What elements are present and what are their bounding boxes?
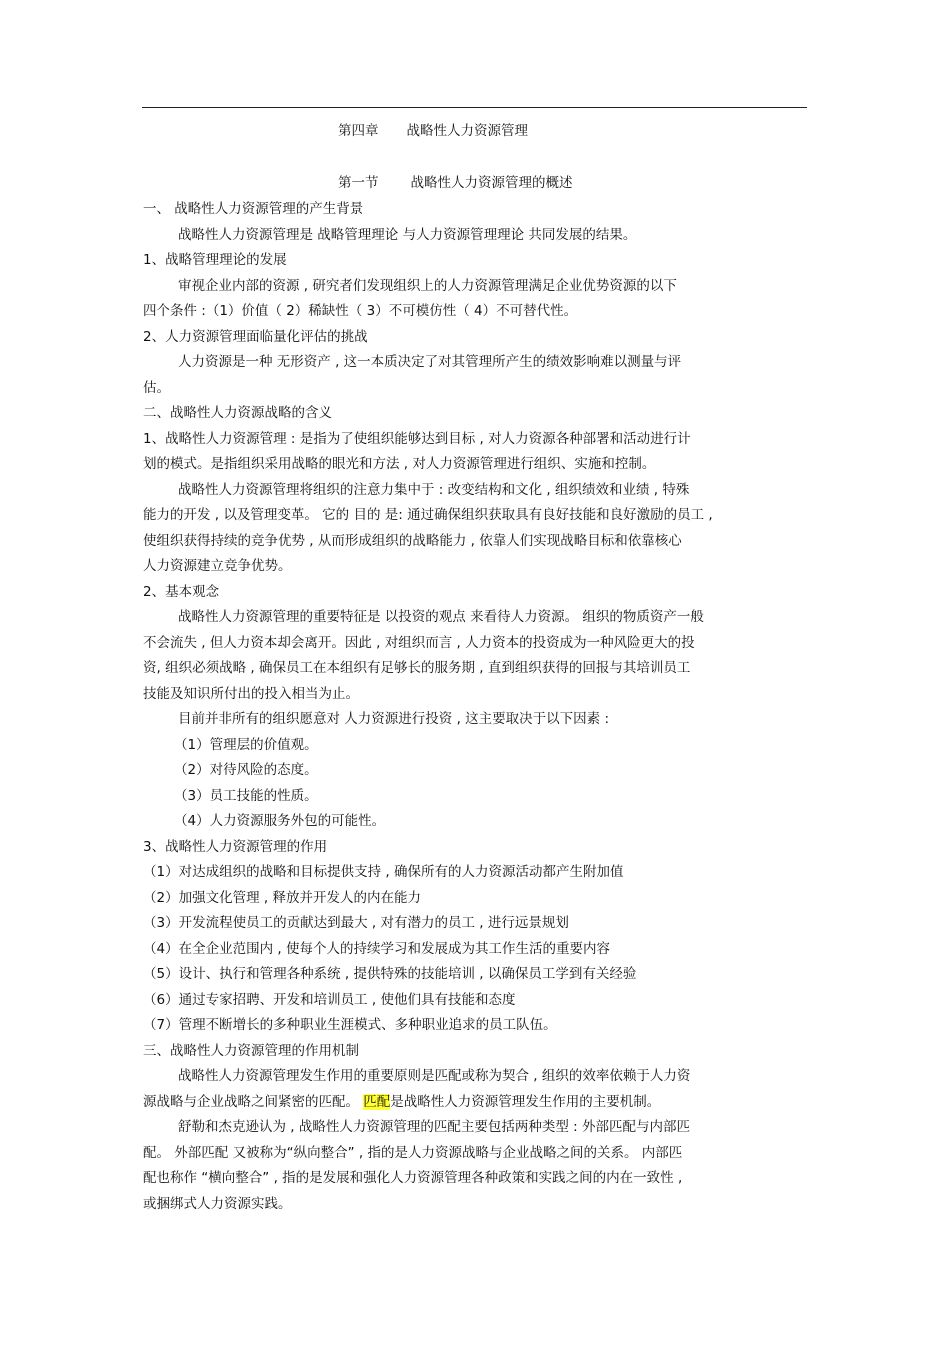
section-number: 第一节 (338, 175, 379, 191)
text-line-content: 二、战略性人力资源战略的含义 (143, 405, 332, 421)
text-line (178, 353, 681, 371)
text-line-content: 1、战略性人力资源管理 : 是指为了使组织能够达到目标 , 对人力资源各种部署和活动进行计 (143, 431, 691, 447)
text-line-content: （6）通过专家招聘、开发和培训员工 , 使他们具有技能和态度 (143, 992, 516, 1008)
text-line-content: 配也称作 “横向整合” , 指的是发展和强化人力资源管理各种政策和实践之间的内在一致性 , (143, 1170, 683, 1186)
text-line-content: 估。 (143, 380, 170, 396)
text-line (143, 379, 170, 397)
highlighted-term: 匹配 (363, 1094, 391, 1110)
text-line-content: 能力的开发 , 以及管理变革。 它的 目的 是: 通过确保组织获取具有良好技能和良好激励的员工 , (143, 507, 713, 523)
text-line-content: （2）加强文化管理 , 释放并开发人的内在能力 (143, 890, 421, 906)
text-line (143, 863, 623, 881)
text-line (143, 328, 368, 346)
text-line (143, 1016, 557, 1034)
text-line-content: （4）在全企业范围内 , 使每个人的持续学习和发展成为其工作生活的重要内容 (143, 941, 610, 957)
text-line (178, 481, 689, 499)
text-line (143, 1144, 682, 1162)
text-line-content: （4）人力资源服务外包的可能性。 (174, 813, 386, 829)
text-line-content: （1）对达成组织的战略和目标提供支持 , 确保所有的人力资源活动都产生附加值 (143, 864, 624, 880)
text-line (178, 1118, 690, 1136)
text-line (174, 761, 318, 779)
text-line (143, 302, 577, 320)
text-line-content: 三、战略性人力资源管理的作用机制 (143, 1043, 359, 1059)
text-line-content: 目前并非所有的组织愿意对 人力资源进行投资 , 这主要取决于以下因素 : (178, 711, 610, 727)
text-line-content: 划的模式。是指组织采用战略的眼光和方法 , 对人力资源管理进行组织、实施和控制。 (143, 456, 656, 472)
text-line (143, 940, 610, 958)
text-line (143, 430, 691, 448)
text-line (143, 404, 332, 422)
text-line-content: 1、战略管理理论的发展 (143, 252, 287, 268)
text-line-content: 2、人力资源管理面临量化评估的挑战 (143, 329, 368, 345)
text-line-content: 技能及知识所付出的投入相当为止。 (143, 686, 359, 702)
text-line-content: 资, 组织必须战略 , 确保员工在本组织有足够长的服务期 , 直到组织获得的回报与其培训员工 (143, 660, 691, 676)
text-line-content: （1）管理层的价值观。 (174, 737, 318, 753)
text-line (143, 557, 292, 575)
chapter-title (338, 122, 528, 140)
text-line-content: 不会流失 , 但人力资本却会离开。因此 , 对组织而言 , 人力资本的投资成为一种风险更大的投 (143, 635, 695, 651)
text-line-content: 舒勒和杰克逊认为 , 战略性人力资源管理的匹配主要包括两种类型 : 外部匹配与内部匹 (178, 1119, 691, 1135)
text-line (178, 710, 609, 728)
text-line-content: （3）员工技能的性质。 (174, 788, 318, 804)
header-rule (142, 107, 807, 108)
text-line (143, 532, 682, 550)
text-line (143, 1093, 660, 1111)
chapter-number: 第四章 (338, 123, 379, 139)
text-line (178, 277, 677, 295)
text-line (178, 226, 636, 244)
text-line (143, 889, 421, 907)
text-line (143, 838, 327, 856)
text-line-content: 战略性人力资源管理的重要特征是 以投资的观点 来看待人力资源。 组织的物质资产一般 (178, 609, 704, 625)
text-line-content: 或捆绑式人力资源实践。 (143, 1196, 292, 1212)
text-line-content: 源战略与企业战略之间紧密的匹配。 (143, 1094, 364, 1110)
text-line (143, 506, 713, 524)
text-line (143, 991, 515, 1009)
text-line (143, 659, 690, 677)
text-line (143, 583, 219, 601)
text-line (174, 812, 385, 830)
text-line-content: 一、 战略性人力资源管理的产生背景 (143, 201, 364, 217)
section-title (338, 174, 573, 192)
text-line-content: 人力资源建立竞争优势。 (143, 558, 292, 574)
text-line-content: 战略性人力资源管理将组织的注意力集中于 : 改变结构和文化 , 组织绩效和业绩 , 特殊 (178, 482, 690, 498)
text-line-tail: 是战略性人力资源管理发生作用的主要机制。 (390, 1094, 661, 1110)
text-line (143, 251, 287, 269)
text-line (174, 736, 318, 754)
text-line (143, 1195, 292, 1213)
text-line-content: 人力资源是一种 无形资产 , 这一本质决定了对其管理所产生的绩效影响难以测量与评 (178, 354, 682, 370)
text-line-content: 审视企业内部的资源 , 研究者们发现组织上的人力资源管理满足企业优势资源的以下 (178, 278, 677, 294)
text-line-content: （5）设计、执行和管理各种系统 , 提供特殊的技能培训 , 以确保员工学到有关经验 (143, 966, 637, 982)
text-line-content: （3）开发流程使员工的贡献达到最大 , 对有潜力的员工 , 进行远景规划 (143, 915, 569, 931)
text-line-content: 战略性人力资源管理发生作用的重要原则是匹配或称为契合 , 组织的效率依赖于人力资 (178, 1068, 691, 1084)
chapter-name: 战略性人力资源管理 (406, 123, 528, 139)
text-line-content: 使组织获得持续的竞争优势 , 从而形成组织的战略能力 , 依靠人们实现战略目标和依靠核心 (143, 533, 682, 549)
section-name: 战略性人力资源管理的概述 (410, 175, 573, 191)
text-line-content: （2）对待风险的态度。 (174, 762, 318, 778)
text-line (143, 685, 359, 703)
text-line (143, 1169, 682, 1187)
text-line-content: 3、战略性人力资源管理的作用 (143, 839, 328, 855)
text-line-content: 战略性人力资源管理是 战略管理理论 与人力资源管理理论 共同发展的结果。 (178, 227, 637, 243)
text-line (143, 914, 569, 932)
text-line (143, 455, 655, 473)
text-line (174, 787, 318, 805)
text-line (178, 1067, 690, 1085)
text-line (143, 965, 636, 983)
text-line (143, 1042, 359, 1060)
text-line (143, 634, 695, 652)
text-line-content: 2、基本观念 (143, 584, 220, 600)
text-line-content: 四个条件 :（1）价值（ 2）稀缺性（ 3）不可模仿性（ 4）不可替代性。 (143, 303, 578, 319)
text-line (143, 200, 363, 218)
text-line-content: （7）管理不断增长的多种职业生涯模式、多种职业追求的员工队伍。 (143, 1017, 557, 1033)
text-line (178, 608, 704, 626)
text-line-content: 配。 外部匹配 又被称为“纵向整合” , 指的是人力资源战略与企业战略之间的关系。 内部匹 (143, 1145, 683, 1161)
